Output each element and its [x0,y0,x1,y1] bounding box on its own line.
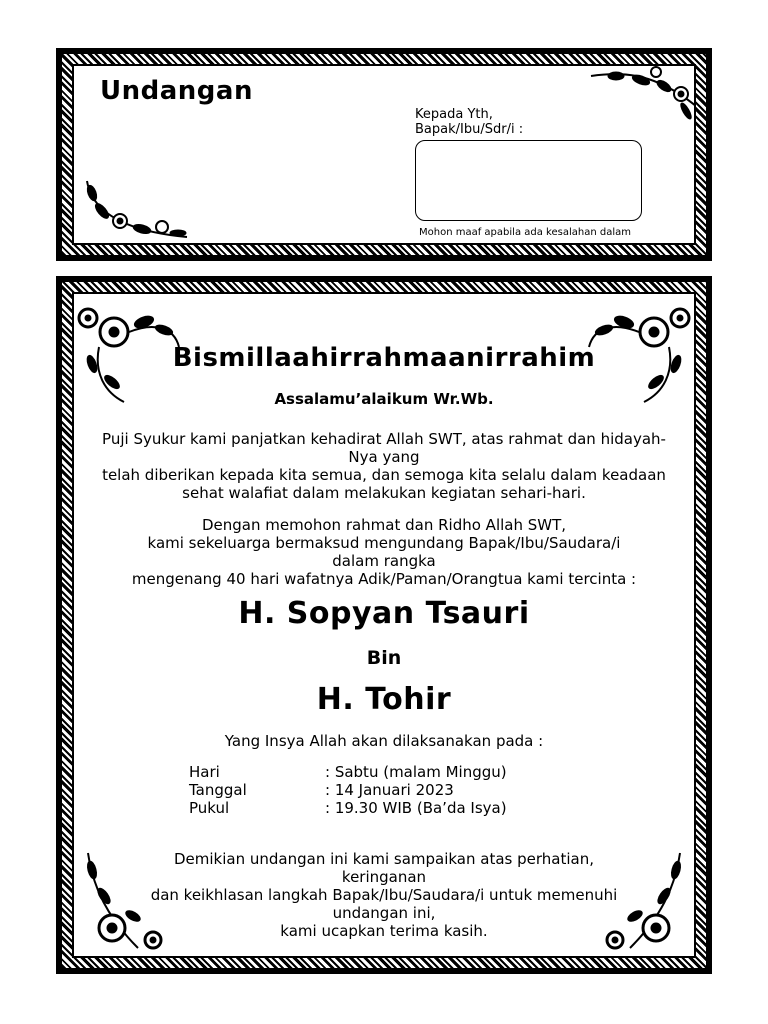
envelope-title: Undangan [100,76,253,106]
deceased-name: H. Sopyan Tsauri [238,596,530,631]
paragraph-line: Nya yang [348,448,420,466]
paragraph-line: kami sekeluarga bermaksud mengundang Bapak/Ibu/Saudara/i [147,534,621,552]
floral-corner-ornament-icon [82,171,192,243]
recipient-name-box[interactable] [415,140,642,221]
apology-note: Mohon maaf apabila ada kesalahan dalam [419,227,631,238]
opening-paragraph [74,430,694,502]
greeting: Assalamu’alaikum Wr.Wb. [274,390,494,408]
bin-label: Bin [366,647,402,669]
paragraph-line: undangan ini, [332,904,436,922]
paragraph-line: dan keikhlasan langkah Bapak/Ibu/Saudara/i untuk memenuhi [150,886,618,904]
paragraph-line: kami ucapkan terima kasih. [280,922,488,940]
schedule-intro: Yang Insya Allah akan dilaksanakan pada : [224,732,544,750]
paragraph-line: sehat walafiat dalam melakukan kegiatan sehari-hari. [182,484,586,502]
paragraph-line: Puji Syukur kami panjatkan kehadirat Allah SWT, atas rahmat dan hidayah- [102,430,666,448]
paragraph-line: dalam rangka [332,552,436,570]
envelope-card [56,48,712,261]
recipient-label: Kepada Yth, Bapak/Ibu/Sdr/i : [415,107,524,137]
purpose-paragraph [74,516,694,588]
paragraph-line: Dengan memohon rahmat dan Ridho Allah SWT, [201,516,567,534]
schedule-row-day [189,763,507,781]
schedule-value: : 14 Januari 2023 [325,781,454,799]
floral-corner-ornament-icon [586,66,694,126]
schedule-table [189,763,507,817]
schedule-row-date [189,781,507,799]
schedule-label: Pukul [189,799,230,817]
father-name: H. Tohir [316,682,452,717]
closing-paragraph [74,850,694,940]
invitation-card [56,276,712,974]
paragraph-line: keringanan [341,868,427,886]
schedule-label: Tanggal [189,781,247,799]
schedule-label: Hari [189,763,220,781]
schedule-value: : Sabtu (malam Minggu) [325,763,507,781]
schedule-value: : 19.30 WIB (Ba’da Isya) [325,799,507,817]
paragraph-line: Demikian undangan ini kami sampaikan atas perhatian, [174,850,594,868]
schedule-row-time [189,799,507,817]
bismillah-heading: Bismillaahirrahmaanirrahim [172,343,596,373]
paragraph-line: mengenang 40 hari wafatnya Adik/Paman/Orangtua kami tercinta : [131,570,637,588]
paragraph-line: telah diberikan kepada kita semua, dan semoga kita selalu dalam keadaan [102,466,666,484]
